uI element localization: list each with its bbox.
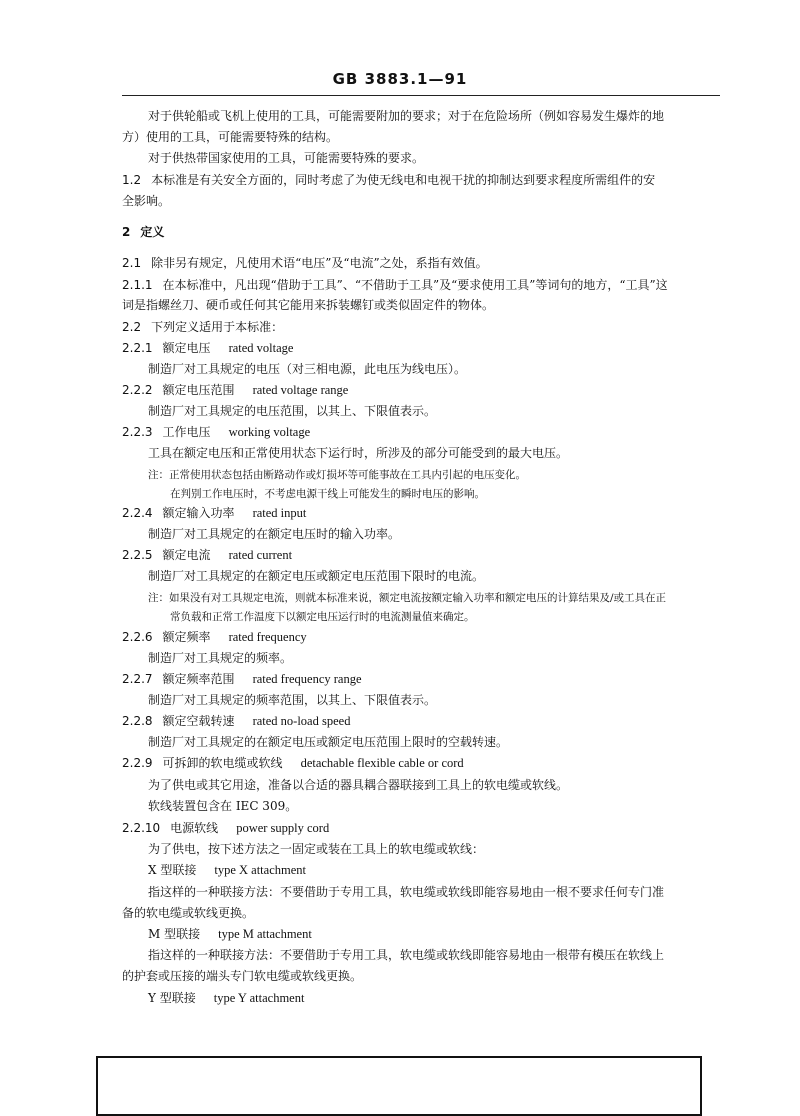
clause-number: 2.2.4 <box>122 506 153 520</box>
term-cn: 电源软线 <box>170 821 219 835</box>
standard-code-header: GB 3883.1—91 <box>332 70 468 88</box>
term-en: rated voltage range <box>252 383 349 397</box>
term-cn: X 型联接 <box>148 863 197 877</box>
term-cn: 可拆卸的软电缆或软线 <box>162 756 283 770</box>
definition-text: 备的软电缆或软线更换。 <box>122 906 255 920</box>
term-en: rated frequency <box>228 630 307 644</box>
clause-2-1 <box>122 255 488 271</box>
term-en: type Y attachment <box>213 991 305 1005</box>
definition-text: 制造厂对工具规定的在额定电压时的输入功率。 <box>148 527 401 541</box>
definition-text: 指这样的一种联接方法：不要借助于专用工具，软电缆或软线即能容易地由一根带有模压在软线上 <box>148 948 665 962</box>
note-text: 注：如果没有对工具规定电流，则就本标准来说，额定电流按额定输入功率和额定电压的计算结果及/或工具在正 <box>148 592 667 604</box>
header-rule <box>122 95 720 96</box>
clause-2-2 <box>122 319 283 335</box>
clause-text: 本标准是有关安全方面的，同时考虑了为使无线电和电视干扰的抑制达到要求程度所需组件的安 <box>151 173 656 187</box>
term-cn: 额定电流 <box>162 548 211 562</box>
term-cn: M 型联接 <box>148 927 201 941</box>
clause-number: 2.2.2 <box>122 383 153 397</box>
term-en: rated frequency range <box>252 672 362 686</box>
page-bottom-frame <box>96 1056 702 1116</box>
definition-text: 指这样的一种联接方法：不要借助于专用工具，软电缆或软线即能容易地由一根不要求任何专门准 <box>148 885 665 899</box>
paragraph-line: 对于供热带国家使用的工具，可能需要特殊的要求。 <box>148 151 425 165</box>
definition-text: 软线装置包含在 IEC 309。 <box>148 799 298 813</box>
term-cn: 工作电压 <box>162 425 211 439</box>
definition-2-2-6 <box>122 629 307 645</box>
clause-text: 除非另有规定，凡使用术语“电压”及“电流”之处，系指有效值。 <box>151 256 488 270</box>
definition-text: 为了供电，按下述方法之一固定或装在工具上的软电缆或软线： <box>148 842 485 856</box>
clause-number: 2.2.1 <box>122 341 153 355</box>
definition-text: 制造厂对工具规定的在额定电压或额定电压范围上限时的空载转速。 <box>148 735 509 749</box>
definition-2-2-4 <box>122 505 306 521</box>
term-en: detachable flexible cable or cord <box>300 756 464 770</box>
term-en: working voltage <box>228 425 311 439</box>
term-cn: 额定空载转速 <box>162 714 235 728</box>
clause-number: 2.2.10 <box>122 821 161 835</box>
note-text: 在判别工作电压时，不考虑电源干线上可能发生的瞬时电压的影响。 <box>170 488 485 500</box>
term-en: power supply cord <box>236 821 330 835</box>
clause-number: 2.2.5 <box>122 548 153 562</box>
definition-2-2-2 <box>122 382 348 398</box>
term-cn: 额定频率范围 <box>162 672 235 686</box>
clause-number: 2.2.9 <box>122 756 153 770</box>
definition-text: 的护套或压接的端头专门软电缆或软线更换。 <box>122 969 363 983</box>
note-text: 常负载和正常工作温度下以额定电压运行时的电流测量值来确定。 <box>170 611 475 623</box>
attachment-type-m <box>148 926 312 942</box>
term-en: rated current <box>228 548 293 562</box>
paragraph-line: 方）使用的工具，可能需要特殊的结构。 <box>122 130 339 144</box>
paragraph-line: 全影响。 <box>122 194 171 208</box>
definition-text: 制造厂对工具规定的频率。 <box>148 651 293 665</box>
clause-number: 2.2.8 <box>122 714 153 728</box>
definition-text: 制造厂对工具规定的在额定电压或额定电压范围下限时的电流。 <box>148 569 485 583</box>
definition-2-2-5 <box>122 547 292 563</box>
clause-number: 2.2.6 <box>122 630 153 644</box>
term-en: type X attachment <box>214 863 306 877</box>
term-en: rated voltage <box>228 341 294 355</box>
clause-number: 1.2 <box>122 173 142 187</box>
definition-text: 制造厂对工具规定的频率范围，以其上、下限值表示。 <box>148 693 437 707</box>
term-cn: 额定电压 <box>162 341 211 355</box>
clause-number: 2.2 <box>122 320 142 334</box>
definition-2-2-1 <box>122 340 293 356</box>
section-title: 定义 <box>140 225 165 239</box>
term-cn: 额定输入功率 <box>162 506 235 520</box>
paragraph-line: 词是指螺丝刀、硬币或任何其它能用来拆装螺钉或类似固定件的物体。 <box>122 298 495 312</box>
definition-text: 制造厂对工具规定的电压范围，以其上、下限值表示。 <box>148 404 437 418</box>
clause-text: 在本标准中，凡出现“借助于工具”、“不借助于工具”及“要求使用工具”等词句的地方，“工具”这 <box>162 278 668 292</box>
term-cn: Y 型联接 <box>148 991 196 1005</box>
definition-2-2-7 <box>122 671 362 687</box>
definition-2-2-3 <box>122 424 310 440</box>
attachment-type-y <box>148 990 304 1006</box>
clause-number: 2.1 <box>122 256 142 270</box>
definition-2-2-10 <box>122 820 329 836</box>
term-en: rated input <box>252 506 307 520</box>
term-en: rated no-load speed <box>252 714 351 728</box>
definition-2-2-9 <box>122 755 464 771</box>
clause-text: 下列定义适用于本标准： <box>151 320 284 334</box>
note-text: 注：正常使用状态包括由断路动作或灯损坏等可能事故在工具内引起的电压变化。 <box>148 469 526 481</box>
attachment-type-x <box>148 862 306 878</box>
clause-1-2 <box>122 172 655 188</box>
section-number: 2 <box>122 225 131 239</box>
term-cn: 额定电压范围 <box>162 383 235 397</box>
definition-text: 工具在额定电压和正常使用状态下运行时，所涉及的部分可能受到的最大电压。 <box>148 446 569 460</box>
term-en: type M attachment <box>218 927 312 941</box>
definition-2-2-8 <box>122 713 350 729</box>
term-cn: 额定频率 <box>162 630 211 644</box>
clause-2-1-1 <box>122 277 668 293</box>
clause-number: 2.1.1 <box>122 278 153 292</box>
definition-text: 制造厂对工具规定的电压（对三相电源，此电压为线电压）。 <box>148 362 467 376</box>
section-2-heading <box>122 224 164 240</box>
clause-number: 2.2.7 <box>122 672 153 686</box>
paragraph-line: 对于供轮船或飞机上使用的工具，可能需要附加的要求；对于在危险场所（例如容易发生爆炸的地 <box>148 109 665 123</box>
clause-number: 2.2.3 <box>122 425 153 439</box>
definition-text: 为了供电或其它用途，准备以合适的器具耦合器联接到工具上的软电缆或软线。 <box>148 778 569 792</box>
